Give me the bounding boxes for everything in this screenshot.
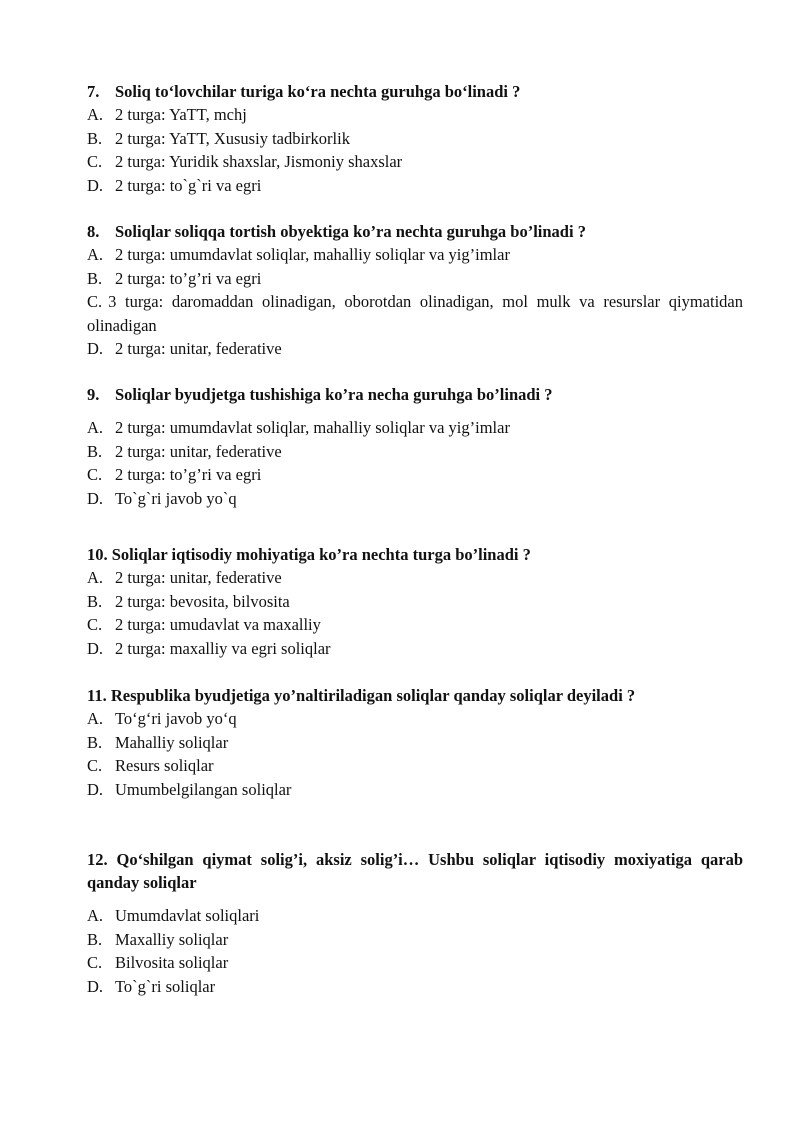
option-text: To`g`ri javob yo`q [115, 488, 237, 508]
option-letter: B. [87, 929, 103, 949]
option-text: 2 turga: YaTT, Xususiy tadbirkorlik [115, 128, 350, 148]
option-d [87, 778, 743, 802]
option-c [87, 951, 743, 975]
question-number: 8. [87, 222, 100, 241]
question-title [87, 848, 743, 894]
option-c [87, 463, 743, 487]
option-letter: D. [87, 976, 104, 996]
option-text: 2 turga: umudavlat va maxalliy [115, 615, 321, 634]
option-text: Mahalliy soliqlar [115, 732, 229, 752]
question-text: Soliqlar soliqqa tortish obyektiga ko’ra nechta guruhga bo’linadi ? [115, 222, 586, 241]
option-letter: C. [87, 615, 103, 634]
option-text: 2 turga: unitar, federative [115, 568, 282, 587]
option-letter: D. [87, 488, 104, 508]
question-number: 10. [87, 545, 108, 564]
option-text: 2 turga: unitar, federative [115, 339, 282, 358]
option-text: 2 turga: YaTT, mchj [115, 105, 247, 124]
question-number: 12. [87, 850, 108, 869]
question-title [87, 684, 743, 707]
option-letter: C. [87, 953, 103, 972]
option-letter: D. [87, 638, 104, 658]
option-d [87, 174, 743, 198]
question-number: 9. [87, 385, 100, 404]
question-text: Soliq to‘lovchilar turiga ko‘ra nechta guruhga bo‘linadi ? [115, 82, 521, 101]
option-letter: C. [87, 152, 103, 171]
option-letter: A. [87, 906, 104, 925]
option-letter: A. [87, 418, 104, 437]
option-text: To`g`ri soliqlar [115, 976, 216, 996]
option-b [87, 928, 743, 952]
option-text: Umumbelgilangan soliqlar [115, 779, 292, 799]
question-8 [87, 220, 743, 361]
option-text: 2 turga: to’g’ri va egri [115, 268, 262, 288]
option-text: 2 turga: Yuridik shaxslar, Jismoniy shaxslar [115, 152, 403, 171]
question-title [87, 80, 743, 103]
option-c [87, 290, 743, 337]
option-letter: A. [87, 568, 104, 587]
option-letter: B. [87, 441, 103, 461]
option-text: Resurs soliqlar [115, 756, 214, 775]
option-b [87, 590, 743, 614]
question-9 [87, 383, 743, 510]
option-text: Umumdavlat soliqlari [115, 906, 260, 925]
option-b [87, 267, 743, 291]
option-text: Bilvosita soliqlar [115, 953, 229, 972]
question-number: 7. [87, 82, 100, 101]
option-letter: C. [87, 292, 103, 311]
question-text: Soliqlar iqtisodiy mohiyatiga ko’ra nechta turga bo’linadi ? [111, 545, 531, 564]
option-letter: D. [87, 779, 104, 799]
option-a [87, 566, 743, 590]
option-c [87, 754, 743, 778]
option-letter: B. [87, 732, 103, 752]
option-letter: B. [87, 268, 103, 288]
option-letter: D. [87, 175, 104, 195]
option-text: 3 turga: daromaddan olinadigan, oborotdan olinadigan, mol mulk va resurslar qiymatidan olinadigan [87, 292, 743, 335]
option-letter: B. [87, 591, 103, 611]
option-d [87, 487, 743, 511]
option-letter: C. [87, 756, 103, 775]
option-letter: A. [87, 709, 104, 728]
option-a [87, 904, 743, 928]
question-text: Soliqlar byudjetga tushishiga ko’ra necha guruhga bo’linadi ? [115, 385, 553, 404]
option-a [87, 103, 743, 127]
option-text: 2 turga: umumdavlat soliqlar, mahalliy soliqlar va yig’imlar [115, 245, 510, 264]
option-b [87, 127, 743, 151]
option-letter: A. [87, 245, 104, 264]
question-title [87, 383, 743, 406]
option-b [87, 440, 743, 464]
option-text: 2 turga: to`g`ri va egri [115, 175, 262, 195]
question-number: 11. [87, 686, 107, 705]
question-title [87, 220, 743, 243]
question-11 [87, 684, 743, 801]
option-a [87, 243, 743, 267]
option-text: 2 turga: unitar, federative [115, 441, 282, 461]
question-title [87, 543, 743, 566]
option-text: 2 turga: to’g’ri va egri [115, 465, 262, 484]
option-b [87, 731, 743, 755]
option-c [87, 150, 743, 174]
question-10 [87, 543, 743, 660]
question-7 [87, 80, 743, 197]
option-letter: C. [87, 465, 103, 484]
option-a [87, 707, 743, 731]
question-text: Respublika byudjetiga yo’naltiriladigan soliqlar qanday soliqlar deyiladi ? [110, 686, 636, 705]
option-text: To‘g‘ri javob yo‘q [115, 709, 237, 728]
option-letter: A. [87, 105, 104, 124]
option-a [87, 416, 743, 440]
option-text: Maxalliy soliqlar [115, 929, 229, 949]
question-12 [87, 848, 743, 998]
question-text: Qo‘shilgan qiymat solig’i, aksiz solig’i… Ushbu soliqlar iqtisodiy moxiyatiga qarab qanday soliqlar [87, 850, 744, 892]
option-letter: D. [87, 339, 104, 358]
option-letter: B. [87, 128, 103, 148]
option-text: 2 turga: bevosita, bilvosita [115, 591, 290, 611]
option-c [87, 613, 743, 637]
option-text: 2 turga: umumdavlat soliqlar, mahalliy soliqlar va yig’imlar [115, 418, 510, 437]
option-text: 2 turga: maxalliy va egri soliqlar [115, 638, 331, 658]
option-d [87, 337, 743, 361]
option-d [87, 975, 743, 999]
option-d [87, 637, 743, 661]
